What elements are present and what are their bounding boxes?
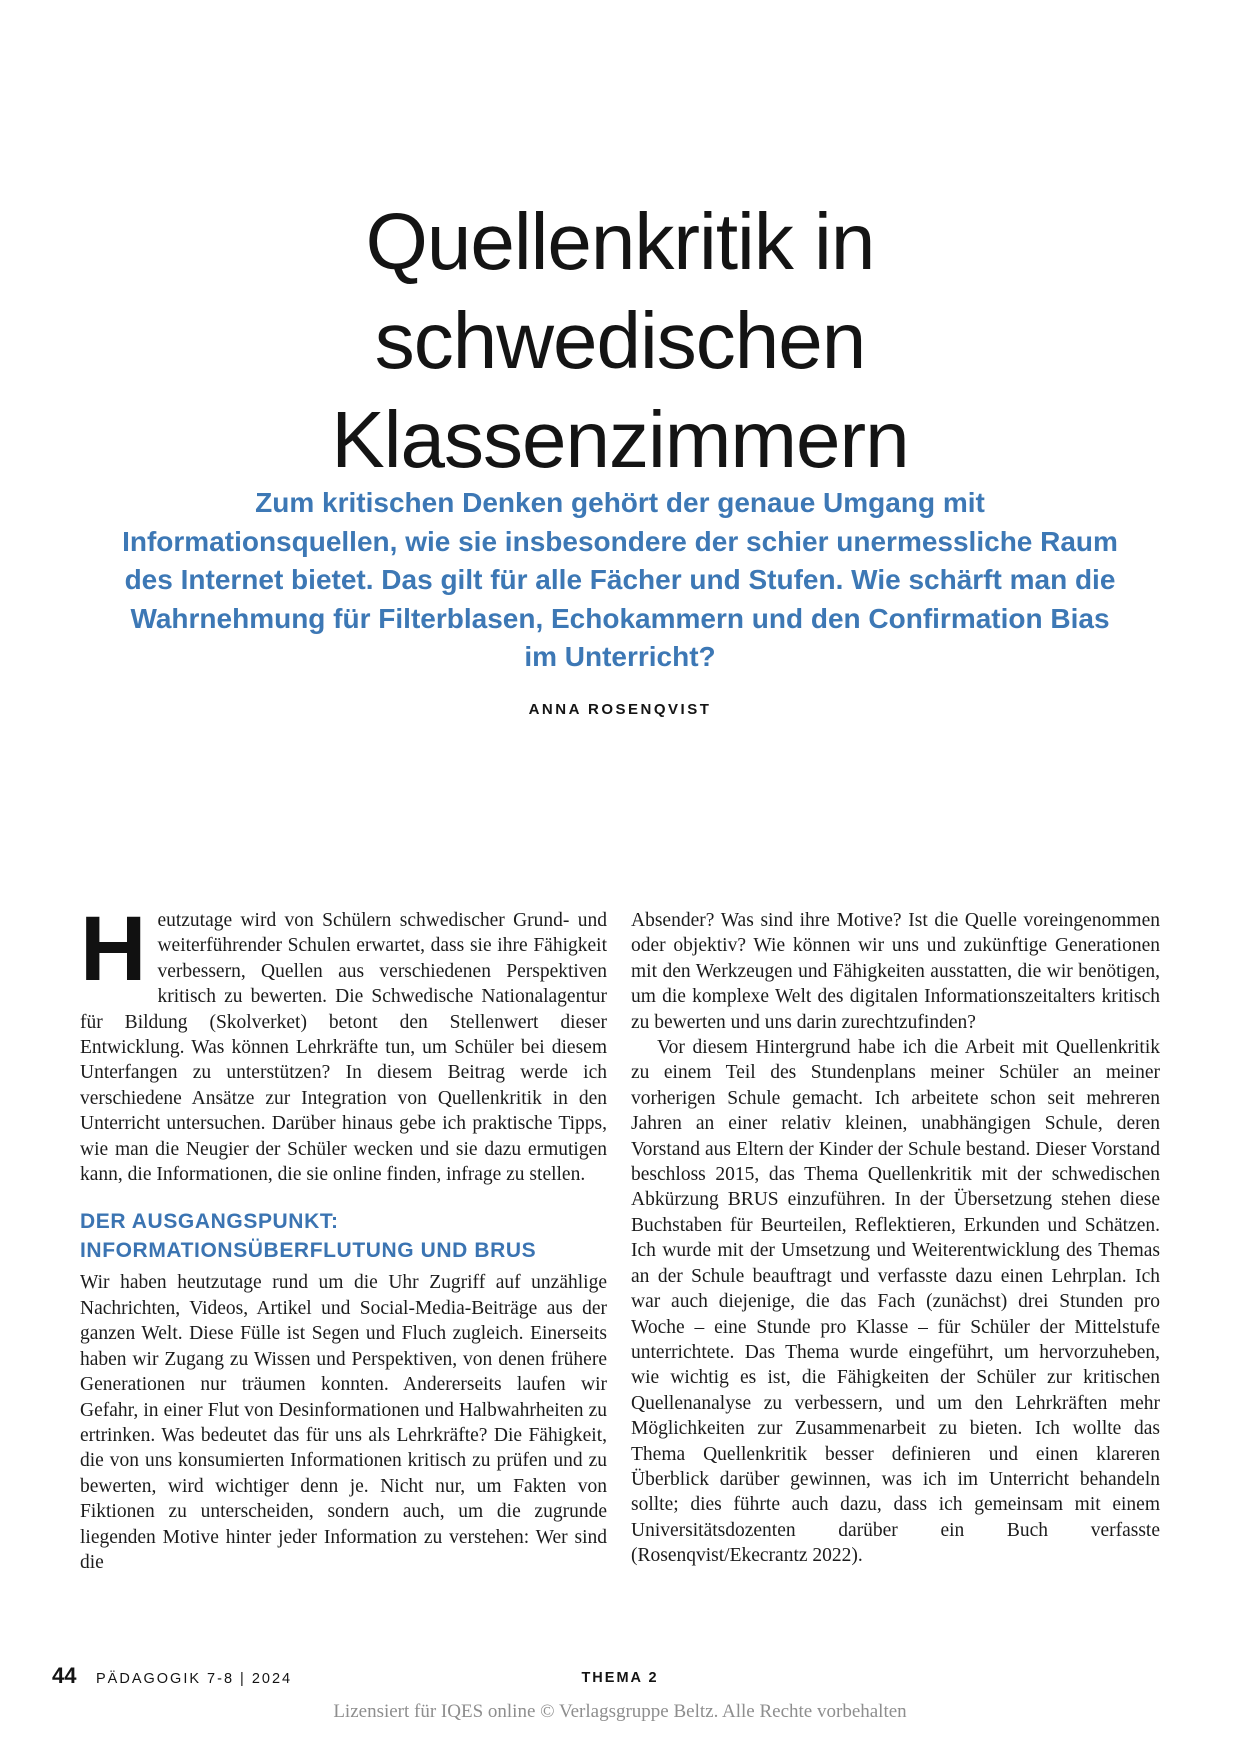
article-title-line-2: schwedischen [374,295,866,385]
section-heading-line-2: INFORMATIONSÜBERFLUTUNG UND BRUS [80,1238,537,1262]
article-title-line-3: Klassenzimmern [331,394,909,484]
footer-journal-title: PÄDAGOGIK 7-8 | 2024 [96,1671,293,1687]
body-column-left [80,898,607,1575]
body-column-right [631,908,1160,1569]
article-title [0,192,1240,489]
paragraph-informationsueberflutung: Wir haben heutzutage rund um die Uhr Zugriff auf unzählige Nachrichten, Videos, Artikel und Social-Media-Beiträge aus der ganzen Welt. Diese Fülle ist Segen und Fluch zugleich. Einerseits haben wir Zugang zu Wissen und Perspektiven, von denen frühere Generationen nur träumen konnten. Andererseits laufen wir Gefahr, in einer Flut von Desinformationen und Halbwahrheiten zu ertrinken. Was bedeutet das für uns als Lehrkräfte? Die Fähigkeit, die von uns konsumierten Informationen kritisch zu prüfen und zu bewerten, wird wichtiger denn je. Nicht nur, um Fakten von Fiktionen zu unterscheiden, sondern auch, um die zugrunde liegenden Motive hinter jeder Information zu verstehen: Wer sind die [80,1272,607,1573]
footer-section-label: THEMA 2 [581,1670,659,1686]
footer-license-notice: Lizensiert für IQES online © Verlagsgruppe Beltz. Alle Rechte vorbehalten [333,1701,907,1722]
article-title-line-1: Quellenkritik in [365,196,875,286]
footer-page-number: 44 [52,1663,77,1688]
author-byline: ANNA ROSENQVIST [528,701,712,718]
dropcap-letter: H [80,898,147,1000]
paragraph-hintergrund: Vor diesem Hintergrund habe ich die Arbeit mit Quellenkritik zu einem Teil des Stundenplans meiner Schüler an meiner vorherigen Schule gemacht. Ich arbeitete schon seit mehreren Jahren an einer relativ kleinen, unabhängigen Schule, deren Vorstand aus Eltern der Kinder der Schule bestand. Dieser Vorstand beschloss 2015, das Thema Quellenkritik mit der schwedischen Abkürzung BRUS einzuführen. In der Übersetzung stehen diese Buchstaben für Beurteilen, Reflektieren, Erkunden und Schätzen. Ich wurde mit der Umsetzung und Weiterentwicklung des Themas an der Schule beauftragt und verfasste dazu einen Lehrplan. Ich war auch diejenige, die das Fach (zunächst) drei Stunden pro Woche – eine Stunde pro Klasse – für Schüler der Mittelstufe unterrichtete. Das Thema wurde eingeführt, um hervorzuheben, wie wichtig es ist, die Fähigkeiten der Schüler zur kritischen Quellenanalyse zu verbessern, und um den Lehrkräften mehr Möglichkeiten zur Zusammenarbeit zu bieten. Ich wollte das Thema Quellenkritik besser definieren und einen klareren Überblick darüber gewinnen, was ich im Unterricht behandeln sollte; dies führte auch dazu, dass ich gemeinsam mit einem Universitätsdozenten darüber ein Buch verfasste (Rosenqvist/Ekecrantz 2022). [631,1037,1160,1567]
section-heading-line-1: DER AUSGANGSPUNKT: [80,1210,339,1234]
paragraph-intro-text: eutzutage wird von Schülern schwedischer Grund- und weiterführender Schulen erwartet, dass sie ihre Fähigkeit verbessern, Quellen aus verschiedenen Perspektiven kritisch zu bewerten. Die Schwedische Nationalagentur für Bildung (Skolverket) betont den Stellenwert dieser Entwicklung. Was können Lehrkräfte tun, um Schüler bei diesem Unterfangen zu unterstützen? In diesem Beitrag werde ich verschiedene Ansätze zur Integration von Quellenkritik in den Unterricht untersuchen. Darüber hinaus gebe ich praktische Tipps, wie man die Neugier der Schüler wecken und sie dazu ermutigen kann, die Informationen, die sie online finden, infrage zu stellen. [80,910,607,1186]
paragraph-intro [80,898,607,1187]
section-heading-ausgangspunkt [80,1208,607,1265]
paragraph-absender: Absender? Was sind ihre Motive? Ist die Quelle voreingenommen oder objektiv? Wie können wir uns und zukünftige Generationen mit den Werkzeugen und Fähigkeiten ausstatten, die wir benötigen, um die komplexe Welt des digitalen Informationszeitalters kritisch zu bewerten und uns darin zurechtzufinden? [631,910,1160,1033]
article-lead-paragraph: Zum kritischen Denken gehört der genaue Umgang mit Informationsquellen, wie sie insbesondere der schier unermessliche Raum des Internet bietet. Das gilt für alle Fächer und Stufen. Wie schärft man die Wahrnehmung für Filterblasen, Echokammern und den Confirmation Bias im Unterricht? [122,487,1118,672]
